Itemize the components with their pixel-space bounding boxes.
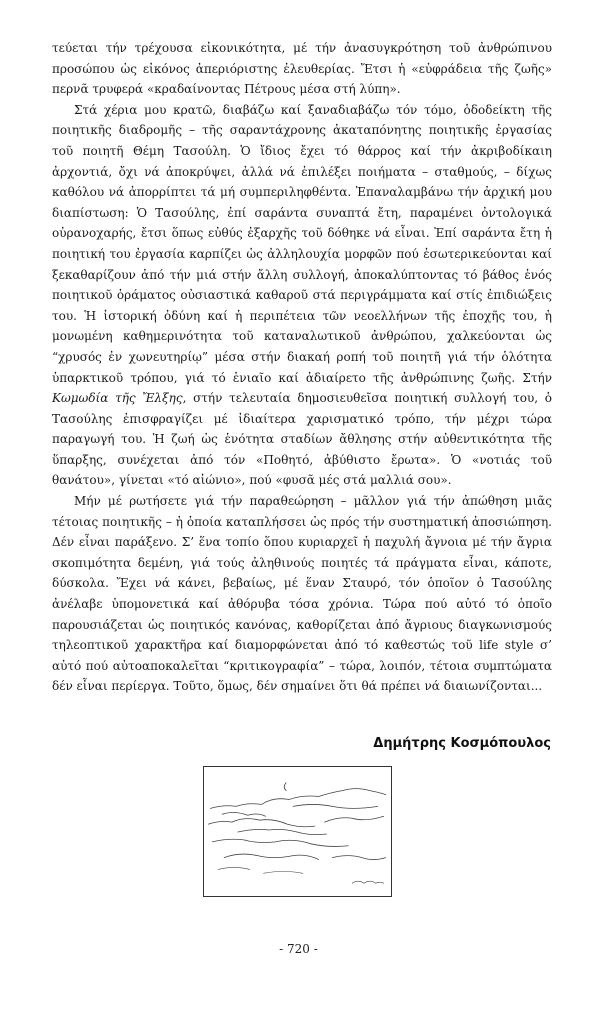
author-signature: Δημήτρης Κοσμόπουλος xyxy=(373,736,551,751)
paragraph-2-part-b: , στήν τελευταία δημοσιευθεῖσα ποιητική συλλογή του, ὁ Τασούλης ἐπισφραγίζει μέ ἰδιαίτερα χαρισματικό τρόπο, τήν μέχρι τώρα παραγωγή του. Ἡ ζωή ὡς ἑνότητα σταδίων ἄθλησης στήν αὐθεντικότητα τῆς ὕπαρξης, συνέχεται ἀπό τόν «Ποθητό, ἀβύθιστο ἔρωτα». Ὁ «νοτιάς τοῦ θανάτου», γίνεται «τό αἰώνιο», πού «φυσᾶ μές στά μαλλιά σου». xyxy=(52,391,552,488)
paragraph-3: Μήν μέ ρωτήσετε γιά τήν παραθεώρηση – μᾶλλον γιά τήν ἀπώθηση μιᾶς τέτοιας ποιητικῆς – ἡ ὁποία καταπλήσσει ὡς πρός τήν συστηματική ἀποσιώπηση. Δέν εἶναι παράξενο. Σ’ ἕνα τοπίο ὅπου κυριαρχεῖ ἡ παχυλή ἄγνοια μέ τήν ἄγρια σκοπιμότητα δεμένη, γιά τούς ἀληθινούς ποιητές τά πράγματα εἶναι, κάποτε, δύσκολα. Ἔχει νά κάνει, βεβαίως, μέ ἕναν Σταυρό, τόν ὁποῖον ὁ Τασούλης ἀνέλαβε ὑπομονετικά καί ἀθόρυβα τόσα χρόνια. Τώρα πού αὐτό τό ὁποῖο παρουσιάζεται ὡς ποιητικός κανόνας, καθορίζεται ἀπό ἄγριους διαγκωνισμούς τηλεοπτικοῦ χαρακτῆρα καί διαμορφώνεται ἀπό τό καθεστώς τοῦ life style σ’ αὐτό πού αὐτοαποκαλεῖται “κριτικογραφία” – τώρα, λοιπόν, τέτοια συμπτώματα δέν εἶναι περίεργα. Τοῦτο, ὅμως, δέν σημαίνει ὅτι θά πρέπει νά διαιωνίζονται... xyxy=(52,494,552,694)
paragraph-2-part-a: Στά χέρια μου κρατῶ, διαβάζω καί ξαναδιαβάζω τόν τόμο, ὁδοδείκτη τῆς ποιητικῆς διαδρομῆς – τῆς σαραντάχρονης ἀκαταπόνητης ποιητικῆς ἐργασίας τοῦ ποιητῆ Θέμη Τασούλη. Ὁ ἴδιος ἔχει τό θάρρος καί τήν ἀκριβοδίκαιη ἀρχοντιά, ὄχι νά ἀποκρύψει, ἀλλά νά ἐπιλέξει ποιήματα – σταθμούς, – δίχως καθόλου νά ἀπορρίπτει τά μή συμπεριληφθέντα. Ἐπαναλαμβάνω τήν ἀρχική μου διαπίστωση: Ὁ Τασούλης, ἐπί σαράντα συναπτά ἔτη, παραμένει ὀντολογικά οὐρανοχαρής, ἔτσι ὅπως εὐθύς ἐξαρχῆς τοῦ δόθηκε νά εἶναι. Ἐπί σαράντα ἔτη ἡ ποιητική του ἐργασία καρπίζει ὡς ἀλληλουχία μορφῶν πού ἐσωτερικεύονται καί ξεκαθαρίζουν ἀπό τήν μιά στήν ἄλλη συλλογή, ἀποκαλύπτοντας τό βάθος ἑνός ποιητικοῦ ὁράματος οὐσιαστικά καθαροῦ στά περιγράμματα καί στίς ἐπιδιώξεις του. Ἡ ἱστορική ὀδύνη καί ἡ περιπέτεια τῶν νεοελλήνων τῆς ἐποχῆς του, ἡ μονωμένη καθημερινότητα τοῦ καταναλωτικοῦ ἀνθρώπου, χαλκεύονται ὡς “χρυσός ἐν χωνευτηρίῳ” μέσα στήν διακαή ροπή τοῦ ποιητῆ γιά τήν ὁλότητα ὑπαρκτικοῦ τρόπου, γιά τό ἑνιαῖο καί ἀδιαίρετο τῆς ἀνθρώπινης ζωῆς. Στήν xyxy=(52,102,552,385)
paragraph-2 xyxy=(52,100,552,491)
paragraph-1: τεύεται τήν τρέχουσα εἰκονικότητα, μέ τήν ἀνασυγκρότηση τοῦ ἀνθρώπινου προσώπου ὡς εἰκόνος ἀπεριόριστης ἐλευθερίας. Ἔτσι ἡ «εὐφράδεια τῆς ζωῆς» περνᾶ τρυφερά «κραδαίνοντας Πέτρους μέσα στή λύπη». xyxy=(52,41,552,97)
page-number: - 720 - xyxy=(279,942,318,956)
book-title-italic: Κωμωδία τῆς Ἔλξης xyxy=(52,391,183,406)
landscape-sketch-image xyxy=(203,766,392,897)
mountain-drawing xyxy=(204,767,391,896)
article-body xyxy=(52,38,552,697)
